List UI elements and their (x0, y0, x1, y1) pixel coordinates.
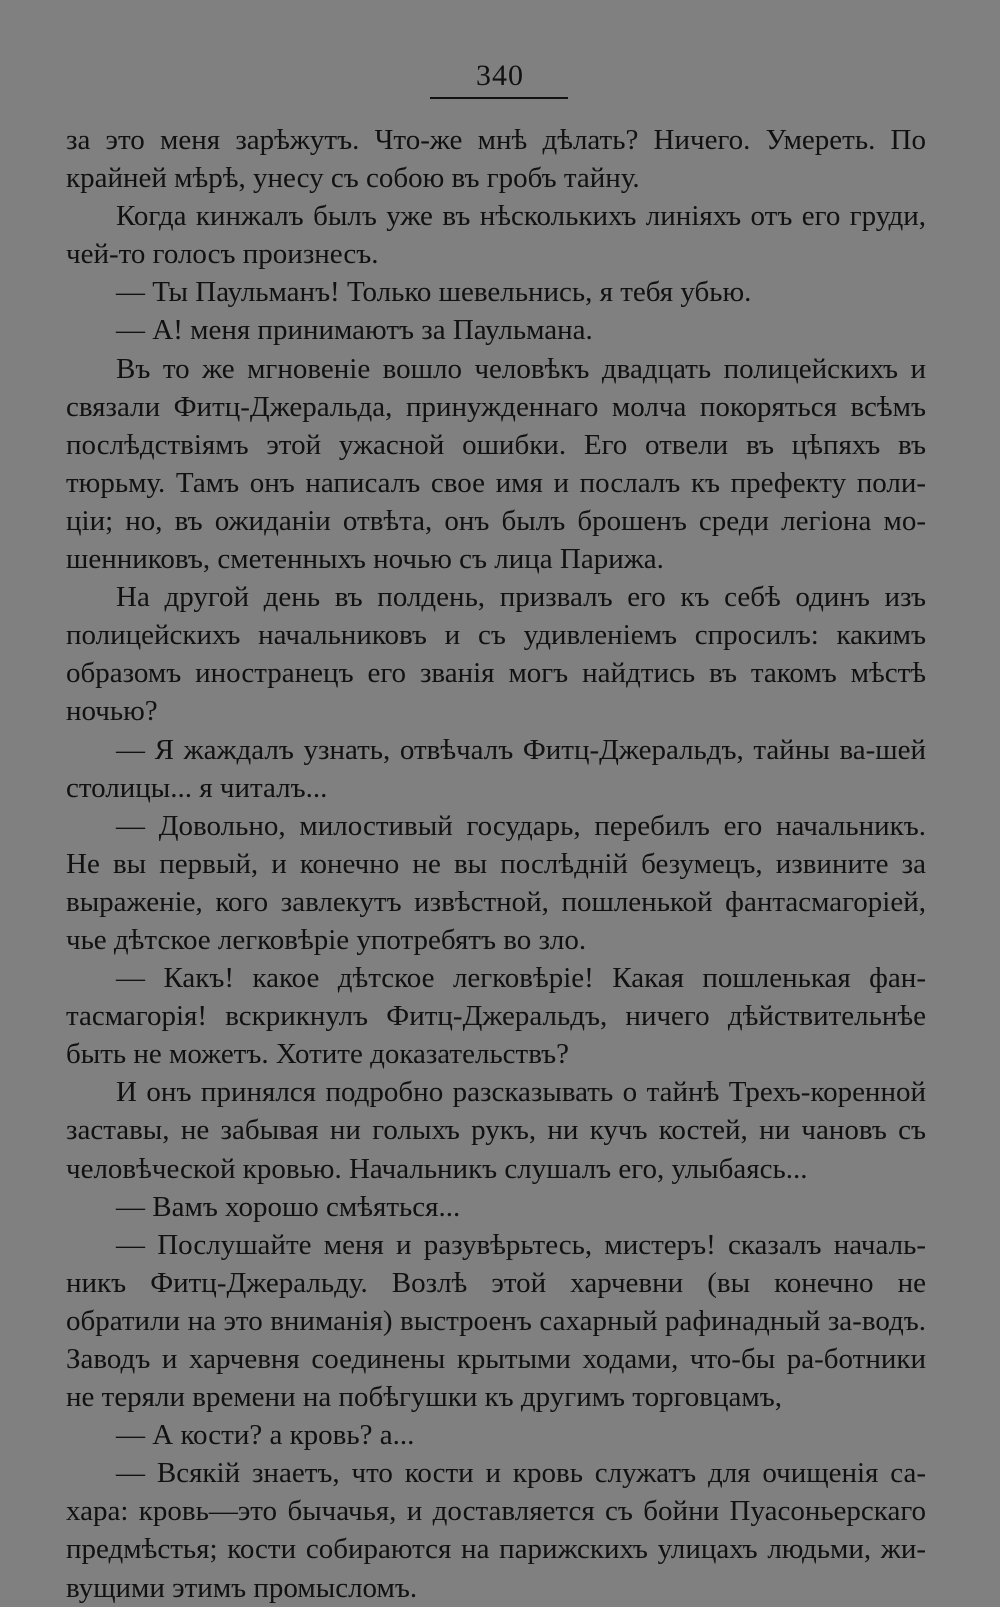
paragraph: — Всякій знаетъ, что кости и кровь служатъ для очищенія са-хара: кровь—это бычачья, и доставляется съ бойни Пуасоньерскаго предмѣстья; кости собираются на парижскихъ улицахъ людьми, жи-вущими этимъ промысломъ. (66, 1457, 926, 1604)
paragraph: Въ то же мгновеніе вошло человѣкъ двадцать полицейскихъ и связали Фитц-Джеральда, принужденнаго молча покоряться всѣмъ послѣдствіямъ этой ужасной ошибки. Его отвели въ цѣпяхъ въ тюрьму. Тамъ онъ написалъ свое имя и послалъ къ префекту поли-ціи; но, въ ожиданіи отвѣта, онъ былъ брошенъ среди легіона мо-шенниковъ, сметенныхъ ночью съ лица Парижа. (66, 352, 926, 576)
paragraph: — Ты Паульманъ! Только шевельнись, я тебя убью. (116, 276, 752, 309)
paragraph: Когда кинжалъ былъ уже въ нѣсколькихъ линіяхъ отъ его груди, чей-то голосъ произнесъ. (66, 200, 926, 271)
paragraph: за это меня зарѣжутъ. Что-же мнѣ дѣлать? Ничего. Умереть. По крайней мѣрѣ, унесу съ собою въ гробъ тайну. (66, 124, 926, 195)
paragraph: — Какъ! какое дѣтское легковѣріе! Какая пошленькая фан-тасмагорія! вскрикнулъ Фитц-Джеральдъ, ничего дѣйствительнѣе быть не можетъ. Хотите доказательствъ? (66, 962, 926, 1071)
paragraph: — А кости? а кровь? а... (116, 1419, 415, 1452)
page-number: 340 (476, 59, 524, 92)
paragraph: — Вамъ хорошо смѣяться... (116, 1190, 461, 1223)
paragraph: — Довольно, милостивый государь, перебилъ его начальникъ. Не вы первый, и конечно не вы послѣдній безумецъ, извините за выраженіе, кого завлекутъ извѣстной, пошленькой фантасмагоріей, чье дѣтское легковѣріе употребятъ во зло. (66, 809, 926, 956)
header-rule (430, 97, 568, 99)
paragraph: И онъ принялся подробно разсказывать о тайнѣ Трехъ-коренной заставы, не забывая ни голыхъ рукъ, ни кучъ костей, ни чановъ съ человѣческой кровью. Начальникъ слушалъ его, улыбаясь... (66, 1076, 926, 1185)
paragraph: На другой день въ полдень, призвалъ его къ себѣ одинъ изъ полицейскихъ начальниковъ и съ удивленіемъ спросилъ: какимъ образомъ иностранецъ его званія могъ найдтись въ такомъ мѣстѣ ночью? (66, 581, 926, 728)
body-text (66, 121, 926, 1607)
paragraph: — Послушайте меня и разувѣрьтесь, мистеръ! сказалъ началь-никъ Фитц-Джеральду. Возлѣ этой харчевни (вы конечно не обратили на это вниманія) выстроенъ сахарный рафинадный за-водъ. Заводъ и харчевня соединены крытыми ходами, что-бы ра-ботники не теряли времени на побѣгушки къ другимъ торговцамъ, (66, 1228, 926, 1414)
paragraph: — А! меня принимаютъ за Паульмана. (116, 314, 593, 347)
paragraph: — Я жаждалъ узнать, отвѣчалъ Фитц-Джеральдъ, тайны ва-шей столицы... я читалъ... (66, 733, 926, 804)
